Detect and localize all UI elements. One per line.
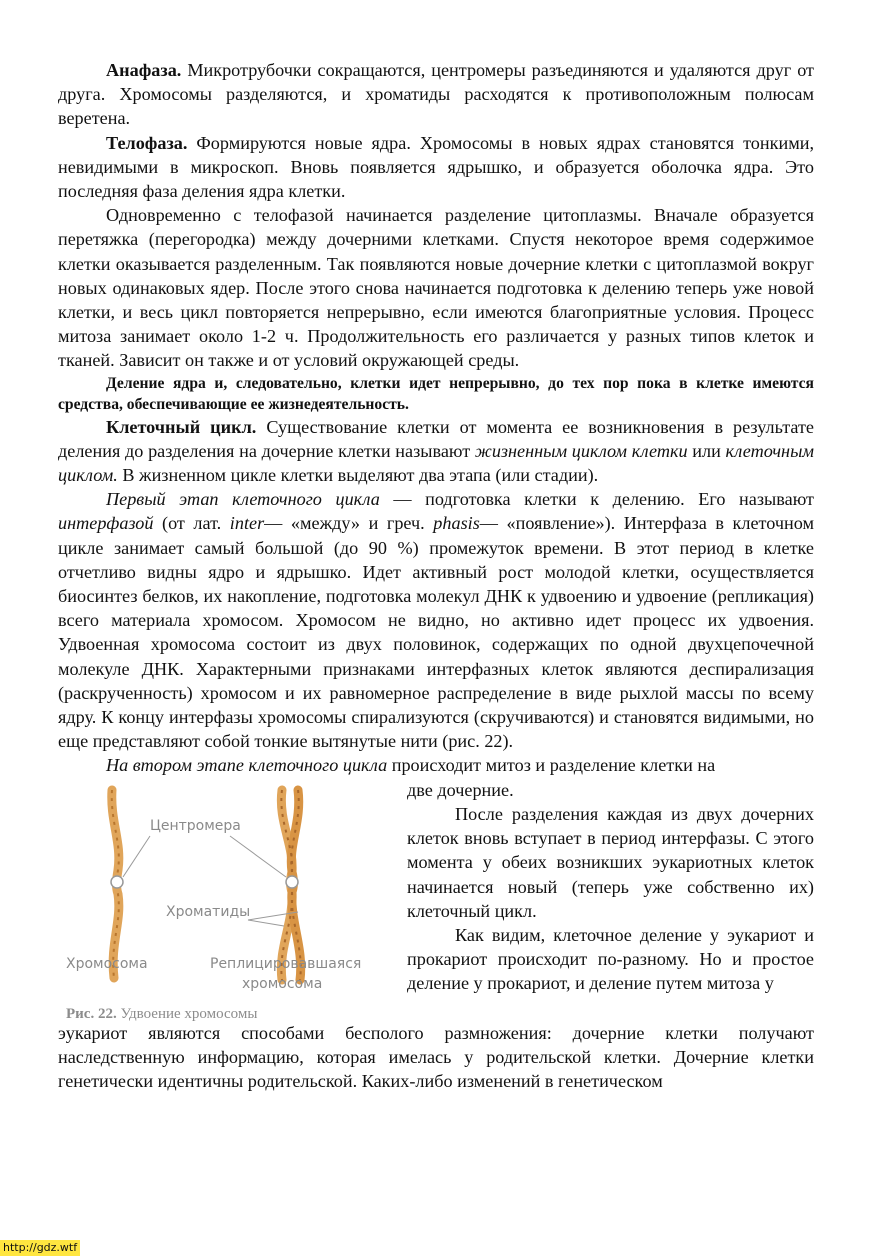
textbook-page	[58, 58, 814, 1093]
after-division-paragraph: После разделения каждая из двух дочерних клеток вновь вступает в период интерфазы. С этого момента у обеих возникших эукариотных клеток начинается новый (теперь уже собственно их) клеточный цикл.	[407, 803, 814, 921]
as-we-see-paragraph: Как видим, клеточное деление у эукариот и прокариот происходит по-разному. Но и простое деление у прокариот, и деление путем митоза у	[407, 924, 814, 994]
figure-caption	[66, 1006, 257, 1023]
figure-label-replicated-2: хромосома	[242, 975, 323, 992]
telophase-term: Телофаза.	[106, 132, 188, 153]
interphase-italic: inter	[229, 513, 265, 534]
second-stage-paragraph	[58, 753, 814, 777]
figure-label-chromosome: Хромосома	[66, 955, 148, 972]
interphase-paragraph	[58, 487, 814, 753]
figure-label-replicated: Реплицировавшаяся	[210, 955, 362, 972]
figure-label-centromere: Центромера	[150, 817, 241, 834]
second-stage-text: происходит митоз и разделение клетки на	[387, 755, 716, 776]
interphase-text: — «между» и греч.	[264, 513, 434, 534]
cell-cycle-text: Существование клетки от момента ее возникновения в результате деления до разделения на дочерние клетки называют	[58, 416, 814, 461]
interphase-italic: phasis	[433, 513, 480, 534]
figure-22	[58, 782, 394, 1022]
cell-cycle-text: или	[687, 440, 726, 461]
centromere-marker	[111, 876, 123, 888]
telophase-paragraph	[58, 131, 814, 204]
interphase-italic: Первый этап клеточного цикла	[106, 489, 380, 510]
second-stage-continuation: две дочерние.	[407, 779, 514, 800]
replicated-chromosome-drawing	[281, 790, 300, 980]
figure-caption-text: Удвоение хромосомы	[116, 1005, 258, 1022]
anaphase-paragraph	[58, 58, 814, 131]
cell-cycle-italic-term: клеточным циклом.	[58, 440, 814, 486]
centromere-marker	[286, 876, 298, 888]
figure-caption-number: Рис. 22.	[66, 1005, 117, 1022]
figure-side-text	[407, 778, 814, 996]
figure-row	[58, 778, 814, 1021]
interphase-text: (от лат.	[153, 513, 230, 534]
cell-cycle-paragraph	[58, 415, 814, 488]
bold-note-paragraph: Деление ядра и, следовательно, клетки идет непрерывно, до тех пор пока в клетке имеются средства, обеспечивающие ее жизнедеятельность.	[58, 374, 814, 413]
cell-cycle-italic-term: жизненным циклом клетки	[474, 440, 688, 461]
interphase-italic: интерфазой	[58, 513, 154, 534]
second-stage-italic: На втором этапе клеточного цикла	[106, 755, 388, 776]
anaphase-term: Анафаза.	[106, 60, 182, 80]
figure-label-chromatids: Хроматиды	[166, 903, 251, 920]
cell-cycle-term: Клеточный цикл.	[106, 416, 257, 437]
interphase-text: — «появление»). Интерфаза в клеточном цикле занимает самый большой (до 90 %) промежуток времени. В этот период в клетке отчетливо видны ядро и ядрышко. Идет активный рост молодой клетки, осуществляется биосинтез белков, их накопление, подготовка молекул ДНК к удвоению и удвоение (репликация) всего материала хромосом. Хромосом не видно, но активно идет процесс их удвоения. Удвоенная хромосома состоит из двух половинок, содержащих по одной двухцепочечной молекуле ДНК. Характерными признаками интерфазных клеток являются деспирализация (раскрученность) хромосом и их равномерное распределение в виде рыхлой массы по всему ядру. К концу интерфазы хромосомы спирализуются (скручиваются) и становятся видимыми, но еще представляют собой тонкие вытянутые нити (рис. 22).	[58, 513, 814, 752]
single-chromosome-drawing	[111, 790, 123, 978]
cytoplasm-paragraph: Одновременно с телофазой начинается разделение цитоплазмы. Вначале образуется перетяжка (перегородка) между дочерними клетками. Спустя некоторое время содержимое клетки оказывается разделенным. Так появляются новые дочерние клетки с цитоплазмой вокруг новых одинаковых ядер. После этого снова начинается подготовка к делению теперь уже новой клетки, и весь цикл повторяется непрерывно, если имеются благоприятные условия. Процесс митоза занимает около 1-2 ч. Продолжительность его различается у разных типов клеток и тканей. Зависит он также и от условий окружающей среды.	[58, 205, 814, 371]
interphase-text: — подготовка клетки к делению. Его называют	[379, 489, 814, 510]
anaphase-text: Микротрубочки сокращаются, центромеры разъединяются и удаляются друг от друга. Хромосомы разделяются, и хроматиды расходятся к противоположным полюсам веретена.	[58, 60, 814, 129]
telophase-text: Формируются новые ядра. Хромосомы в новых ядрах становятся тонкими, невидимыми в микроскоп. Вновь появляется ядрышко, и образуется оболочка ядра. Это последняя фаза деления ядра клетки.	[58, 132, 814, 202]
watermark-link[interactable]: http://gdz.wtf	[0, 1240, 80, 1256]
final-paragraph: эукариот являются способами бесполого размножения: дочерние клетки получают наследственную информацию, которая имелась у родительской клетки. Дочерние клетки генетически идентичны родительской. Каких-либо изменений в генетическом	[58, 1022, 814, 1092]
cell-cycle-text: В жизненном цикле клетки выделяют два этапа (или стадии).	[117, 465, 599, 486]
